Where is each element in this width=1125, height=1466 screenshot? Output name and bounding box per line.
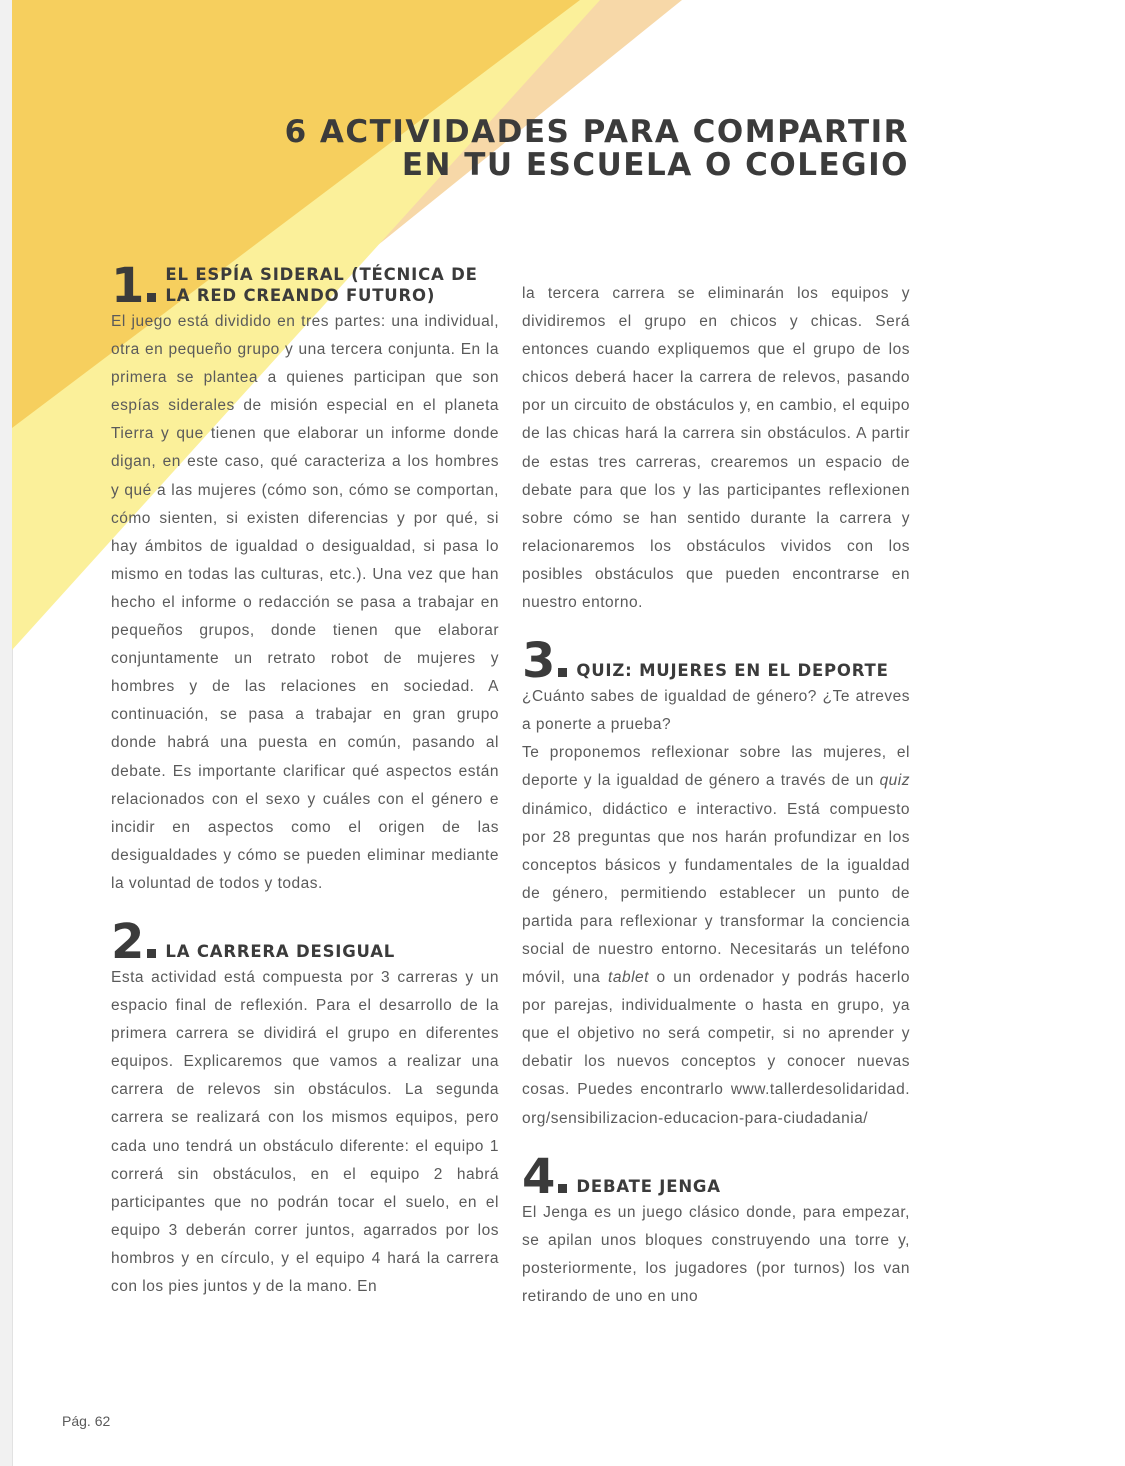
left-column [111,258,499,1301]
tablet-term: tablet [608,969,649,987]
heading-dot [558,668,567,677]
section-1-heading [111,258,499,314]
heading-dot [147,949,156,958]
section-3-text-b: dinámico, didáctico e interactivo. Está compuesto por 28 preguntas que nos harán profundizar en los conceptos básicos y fundamentales de la igualdad de género, permitiendo establecer un punto de partida para reflexionar y transformar la conciencia social de nuestro entorno. Necesitarás un teléfono móvil, una [522,800,910,987]
page-title [285,116,909,182]
section-2-title: LA CARRERA DESIGUAL [165,941,396,961]
heading-dot [558,1184,567,1193]
section-2-heading [111,913,499,970]
quiz-term: quiz [879,772,910,790]
title-line-1: 6 ACTIVIDADES PARA COMPARTIR [284,114,909,150]
section-4-heading [522,1148,910,1205]
right-column [522,280,910,1311]
section-3-text-a: Te proponemos reflexionar sobre las mujeres, el deporte y la igualdad de género a través de un [522,744,910,790]
section-4-number: 4 [522,1148,556,1205]
section-2-body: Esta actividad está compuesta por 3 carreras y un espacio final de reflexión. Para el desarrollo de la primera carrera se dividirá el grupo en diferentes equipos. Explicaremos que vamos a realizar una carrera de relevos sin obstáculos. La segunda carrera se realizará con los mismos equipos, pero cada uno tendrá un obstáculo diferente: el equipo 1 correrá sin obstáculos, en el equipo 2 habrá participantes que no podrán tocar el suelo, en el equipo 3 deberán correr juntos, agarrados por los hombros y en círculo, y el equipo 4 hará la carrera con los pies juntos y de la mano. En [111,968,499,1295]
section-3-number: 3 [522,633,556,690]
section-1-number: 1 [111,258,145,314]
section-3-title: QUIZ: MUJERES EN EL DEPORTE [576,661,889,681]
section-2-number: 2 [111,913,145,970]
section-3-body [522,739,910,1132]
section-4-body: El Jenga es un juego clásico donde, para empezar, se apilan unos bloques construyendo una torre y, posteriormente, los jugadores (por turnos) los van retirando de uno en uno [522,1203,910,1305]
section-1-body: El juego está dividido en tres partes: una individual, otra en pequeño grupo y una tercera conjunta. En la primera se plantea a quienes participan que son espías siderales de misión especial en el planeta Tierra y que tienen que elaborar un informe donde digan, en este caso, qué caracteriza a los hombres y qué a las mujeres (cómo son, cómo se comportan, cómo sienten, si existen diferencias y por qué, si hay ámbitos de igualdad o desigualdad, si pasa lo mismo en todas las culturas, etc.). Una vez que han hecho el informe o redacción se pasa a trabajar en pequeños grupos, donde tienen que elaborar conjuntamente un retrato robot de mujeres y hombres y de las relaciones en sociedad. A continuación, se pasa a trabajar en gran grupo donde habrá una puesta en común, pasando al debate. Es importante clarificar qué aspectos están relacionados con el sexo y cuáles con el género e incidir en aspectos como el origen de las desigualdades y cómo se pueden eliminar mediante la voluntad de todos y todas. [111,313,499,892]
section-4-title: DEBATE JENGA [576,1176,721,1196]
quiz-url-link[interactable]: www.tallerdesolidaridad.org/sensibilizacion-educacion-para-ciudadania/ [522,1081,910,1127]
section-3-intro: ¿Cuánto sabes de igualdad de género? ¿Te atreves a ponerte a prueba? [522,688,910,734]
page-number: Pág. 62 [62,1413,111,1429]
section-1-title: EL ESPÍA SIDERAL (TÉCNICA DE LA RED CREANDO FUTURO) [165,265,478,305]
title-line-2: EN TU ESCUELA O COLEGIO [401,147,909,183]
section-3-heading [522,633,910,690]
section-2-body-continued: la tercera carrera se eliminarán los equipos y dividiremos el grupo en chicos y chicas. Será entonces cuando expliquemos que el grupo de los chicos deberá hacer la carrera de relevos, pasando por un circuito de obstáculos y, en cambio, el equipo de las chicas hará la carrera sin obstáculos. A partir de estas tres carreras, crearemos un espacio de debate para que los y las participantes reflexionen sobre cómo se han sentido durante la carrera y relacionaremos los obstáculos vividos con los posibles obstáculos que pueden encontrarse en nuestro entorno. [522,285,910,612]
section-3-text-c: o un ordenador y podrás hacerlo por parejas, individualmente o hasta en grupo, ya que el objetivo no será competir, si no aprender y debatir los nuevos conceptos y conocer nuevas cosas. Puedes encontrarlo [522,969,910,1099]
heading-dot [147,293,156,302]
